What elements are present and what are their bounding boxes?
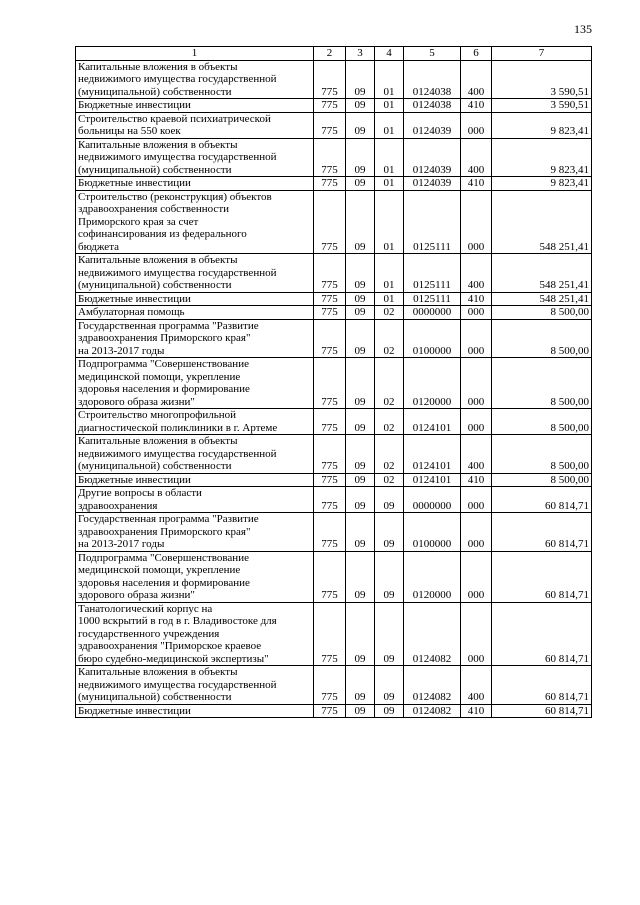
table-row	[76, 666, 592, 705]
row-code-5-cell: 0125111	[404, 190, 461, 254]
table-row	[76, 190, 592, 254]
row-code-4-cell: 01	[375, 254, 404, 293]
row-code-4-cell: 02	[375, 358, 404, 409]
row-name-cell: Подпрограмма "Совершенствование медицинской помощи, укрепление здоровья населения и формирование здорового образа жизни"	[76, 551, 314, 602]
table-row	[76, 177, 592, 191]
row-code-6-cell: 400	[461, 138, 492, 177]
row-code-2-cell: 775	[314, 190, 346, 254]
row-code-4-cell: 02	[375, 319, 404, 358]
row-code-2-cell: 775	[314, 60, 346, 99]
row-code-2-cell: 775	[314, 487, 346, 513]
row-code-4-cell: 02	[375, 306, 404, 320]
column-header-2: 2	[314, 47, 346, 61]
row-amount-cell: 60 814,71	[492, 513, 592, 552]
table-row	[76, 138, 592, 177]
row-name-cell: Капитальные вложения в объекты недвижимого имущества государственной (муниципальной) собственности	[76, 435, 314, 474]
row-code-3-cell: 09	[346, 112, 375, 138]
row-amount-cell: 8 500,00	[492, 473, 592, 487]
row-amount-cell: 60 814,71	[492, 551, 592, 602]
row-name-cell: Строительство (реконструкция) объектов здравоохранения собственности Приморского края за счет софинансирования из федерального бюджета	[76, 190, 314, 254]
row-amount-cell: 8 500,00	[492, 409, 592, 435]
row-name-cell: Танатологический корпус на 1000 вскрытий в год в г. Владивостоке для государственного учреждения здравоохранения "Приморское краевое бюро судебно-медицинской экспертизы"	[76, 602, 314, 666]
row-code-5-cell: 0124082	[404, 666, 461, 705]
row-code-2-cell: 775	[314, 409, 346, 435]
row-name-cell: Строительство краевой психиатрической больницы на 550 коек	[76, 112, 314, 138]
row-code-6-cell: 410	[461, 99, 492, 113]
row-code-2-cell: 775	[314, 551, 346, 602]
row-amount-cell: 548 251,41	[492, 190, 592, 254]
row-amount-cell: 9 823,41	[492, 112, 592, 138]
row-code-6-cell: 410	[461, 177, 492, 191]
row-code-4-cell: 01	[375, 190, 404, 254]
table-row	[76, 551, 592, 602]
row-code-4-cell: 09	[375, 513, 404, 552]
row-code-4-cell: 09	[375, 487, 404, 513]
row-code-3-cell: 09	[346, 292, 375, 306]
row-code-4-cell: 09	[375, 602, 404, 666]
row-code-3-cell: 09	[346, 551, 375, 602]
row-code-6-cell: 410	[461, 704, 492, 718]
row-name-cell: Бюджетные инвестиции	[76, 292, 314, 306]
row-code-5-cell: 0000000	[404, 487, 461, 513]
row-code-5-cell: 0100000	[404, 513, 461, 552]
row-code-6-cell: 000	[461, 551, 492, 602]
row-code-3-cell: 09	[346, 177, 375, 191]
row-code-6-cell: 000	[461, 190, 492, 254]
row-code-5-cell: 0124039	[404, 112, 461, 138]
row-code-3-cell: 09	[346, 99, 375, 113]
row-code-2-cell: 775	[314, 666, 346, 705]
row-code-4-cell: 01	[375, 99, 404, 113]
table-row	[76, 602, 592, 666]
table-row	[76, 99, 592, 113]
row-amount-cell: 548 251,41	[492, 254, 592, 293]
row-code-3-cell: 09	[346, 254, 375, 293]
table-row	[76, 292, 592, 306]
row-name-cell: Капитальные вложения в объекты недвижимого имущества государственной (муниципальной) собственности	[76, 60, 314, 99]
row-name-cell: Капитальные вложения в объекты недвижимого имущества государственной (муниципальной) собственности	[76, 254, 314, 293]
row-code-5-cell: 0124082	[404, 704, 461, 718]
row-code-5-cell: 0125111	[404, 292, 461, 306]
row-amount-cell: 8 500,00	[492, 306, 592, 320]
row-code-4-cell: 01	[375, 112, 404, 138]
row-code-3-cell: 09	[346, 473, 375, 487]
row-code-4-cell: 09	[375, 551, 404, 602]
row-code-3-cell: 09	[346, 60, 375, 99]
row-code-5-cell: 0124101	[404, 473, 461, 487]
table-row	[76, 60, 592, 99]
row-code-3-cell: 09	[346, 666, 375, 705]
row-code-5-cell: 0120000	[404, 358, 461, 409]
row-code-6-cell: 400	[461, 60, 492, 99]
table-header-row	[76, 47, 592, 61]
page-number: 135	[574, 22, 592, 36]
table-row	[76, 112, 592, 138]
row-code-5-cell: 0125111	[404, 254, 461, 293]
row-amount-cell: 548 251,41	[492, 292, 592, 306]
row-name-cell: Капитальные вложения в объекты недвижимого имущества государственной (муниципальной) собственности	[76, 666, 314, 705]
row-name-cell: Государственная программа "Развитие здравоохранения Приморского края" на 2013-2017 годы	[76, 513, 314, 552]
row-code-2-cell: 775	[314, 306, 346, 320]
row-code-3-cell: 09	[346, 190, 375, 254]
table-row	[76, 358, 592, 409]
row-code-2-cell: 775	[314, 177, 346, 191]
table-row	[76, 409, 592, 435]
row-code-2-cell: 775	[314, 112, 346, 138]
row-code-2-cell: 775	[314, 473, 346, 487]
row-code-4-cell: 01	[375, 292, 404, 306]
row-code-6-cell: 000	[461, 112, 492, 138]
row-code-5-cell: 0100000	[404, 319, 461, 358]
row-amount-cell: 8 500,00	[492, 435, 592, 474]
row-code-6-cell: 400	[461, 666, 492, 705]
row-code-2-cell: 775	[314, 704, 346, 718]
row-name-cell: Другие вопросы в области здравоохранения	[76, 487, 314, 513]
row-code-5-cell: 0000000	[404, 306, 461, 320]
row-code-3-cell: 09	[346, 513, 375, 552]
row-code-3-cell: 09	[346, 602, 375, 666]
row-code-4-cell: 09	[375, 704, 404, 718]
row-name-cell: Бюджетные инвестиции	[76, 177, 314, 191]
row-code-5-cell: 0124082	[404, 602, 461, 666]
row-code-6-cell: 000	[461, 409, 492, 435]
row-code-4-cell: 01	[375, 177, 404, 191]
row-name-cell: Строительство многопрофильной диагностической поликлиники в г. Артеме	[76, 409, 314, 435]
row-amount-cell: 9 823,41	[492, 177, 592, 191]
row-code-5-cell: 0124039	[404, 177, 461, 191]
row-code-6-cell: 410	[461, 292, 492, 306]
row-amount-cell: 8 500,00	[492, 358, 592, 409]
row-name-cell: Бюджетные инвестиции	[76, 99, 314, 113]
budget-table	[75, 46, 592, 718]
row-amount-cell: 60 814,71	[492, 704, 592, 718]
row-code-3-cell: 09	[346, 409, 375, 435]
row-name-cell: Подпрограмма "Совершенствование медицинской помощи, укрепление здоровья населения и формирование здорового образа жизни"	[76, 358, 314, 409]
row-name-cell: Бюджетные инвестиции	[76, 473, 314, 487]
row-code-4-cell: 01	[375, 138, 404, 177]
table-body	[76, 60, 592, 718]
row-code-6-cell: 000	[461, 487, 492, 513]
row-code-6-cell: 000	[461, 319, 492, 358]
row-code-5-cell: 0124101	[404, 435, 461, 474]
row-code-3-cell: 09	[346, 435, 375, 474]
row-code-4-cell: 02	[375, 409, 404, 435]
row-code-6-cell: 000	[461, 358, 492, 409]
table-row	[76, 306, 592, 320]
row-amount-cell: 60 814,71	[492, 487, 592, 513]
row-code-3-cell: 09	[346, 306, 375, 320]
row-code-5-cell: 0124101	[404, 409, 461, 435]
row-amount-cell: 8 500,00	[492, 319, 592, 358]
row-code-6-cell: 000	[461, 602, 492, 666]
row-code-5-cell: 0120000	[404, 551, 461, 602]
row-code-2-cell: 775	[314, 602, 346, 666]
row-code-2-cell: 775	[314, 513, 346, 552]
row-code-4-cell: 02	[375, 435, 404, 474]
row-code-2-cell: 775	[314, 254, 346, 293]
row-code-4-cell: 02	[375, 473, 404, 487]
row-name-cell: Амбулаторная помощь	[76, 306, 314, 320]
row-code-2-cell: 775	[314, 358, 346, 409]
row-amount-cell: 9 823,41	[492, 138, 592, 177]
row-code-6-cell: 000	[461, 306, 492, 320]
row-amount-cell: 3 590,51	[492, 60, 592, 99]
row-amount-cell: 60 814,71	[492, 666, 592, 705]
table-row	[76, 487, 592, 513]
table-row	[76, 513, 592, 552]
column-header-3: 3	[346, 47, 375, 61]
row-code-3-cell: 09	[346, 704, 375, 718]
row-code-3-cell: 09	[346, 319, 375, 358]
table-row	[76, 704, 592, 718]
row-name-cell: Бюджетные инвестиции	[76, 704, 314, 718]
row-name-cell: Капитальные вложения в объекты недвижимого имущества государственной (муниципальной) собственности	[76, 138, 314, 177]
row-code-6-cell: 400	[461, 435, 492, 474]
row-code-2-cell: 775	[314, 292, 346, 306]
row-code-5-cell: 0124038	[404, 60, 461, 99]
column-header-5: 5	[404, 47, 461, 61]
row-code-6-cell: 000	[461, 513, 492, 552]
column-header-1: 1	[76, 47, 314, 61]
row-code-4-cell: 01	[375, 60, 404, 99]
row-name-cell: Государственная программа "Развитие здравоохранения Приморского края" на 2013-2017 годы	[76, 319, 314, 358]
table-row	[76, 254, 592, 293]
row-code-3-cell: 09	[346, 487, 375, 513]
row-code-5-cell: 0124038	[404, 99, 461, 113]
column-header-7: 7	[492, 47, 592, 61]
row-code-3-cell: 09	[346, 138, 375, 177]
table-row	[76, 319, 592, 358]
row-code-2-cell: 775	[314, 319, 346, 358]
column-header-6: 6	[461, 47, 492, 61]
row-amount-cell: 3 590,51	[492, 99, 592, 113]
table-row	[76, 473, 592, 487]
column-header-4: 4	[375, 47, 404, 61]
row-code-2-cell: 775	[314, 435, 346, 474]
row-code-6-cell: 410	[461, 473, 492, 487]
row-code-5-cell: 0124039	[404, 138, 461, 177]
row-code-6-cell: 400	[461, 254, 492, 293]
row-code-4-cell: 09	[375, 666, 404, 705]
row-amount-cell: 60 814,71	[492, 602, 592, 666]
row-code-3-cell: 09	[346, 358, 375, 409]
row-code-2-cell: 775	[314, 99, 346, 113]
row-code-2-cell: 775	[314, 138, 346, 177]
table-row	[76, 435, 592, 474]
